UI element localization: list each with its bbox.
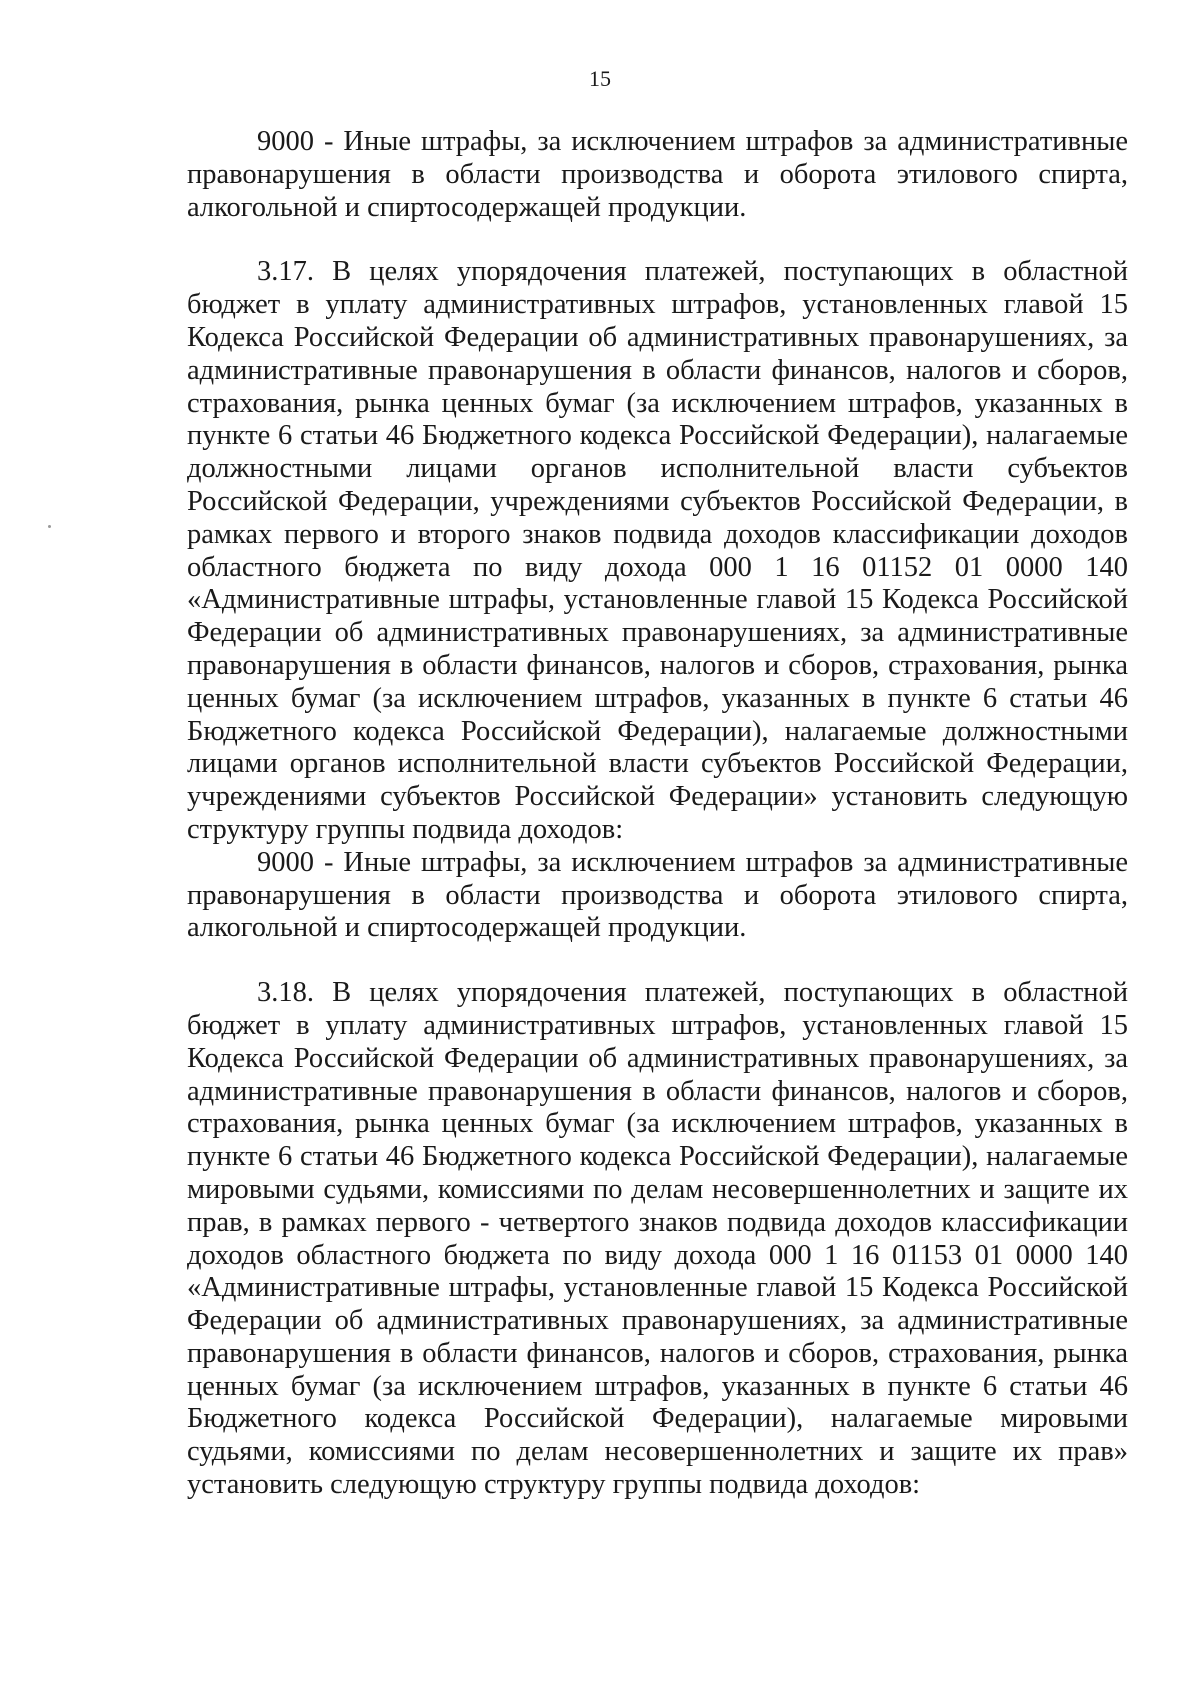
paragraph-9000-second: 9000 - Иные штрафы, за исключением штрафов за административные правонарушения в области производства и оборота этилового спирта, алкогольной и спиртосодержащей продукции. xyxy=(187,846,1128,944)
scan-artifact-dot xyxy=(48,525,51,528)
paragraph-3-17: 3.17. В целях упорядочения платежей, поступающих в областной бюджет в уплату административных штрафов, установленных главой 15 Кодекса Российской Федерации об административных правонарушениях, за административные правонарушения в области финансов, налогов и сборов, страхования, рынка ценных бумаг (за исключением штрафов, указанных в пункте 6 статьи 46 Бюджетного кодекса Российской Федерации), налагаемые должностными лицами органов исполнительной власти субъектов Российской Федерации, учреждениями субъектов Российской Федерации, в рамках первого и второго знаков подвида доходов классификации доходов областного бюджета по виду дохода 000 1 16 01152 01 0000 140 «Административные штрафы, установленные главой 15 Кодекса Российской Федерации об административных правонарушениях, за административные правонарушения в области финансов, налогов и сборов, страхования, рынка ценных бумаг (за исключением штрафов, указанных в пункте 6 статьи 46 Бюджетного кодекса Российской Федерации), налагаемые должностными лицами органов исполнительной власти субъектов Российской Федерации, учреждениями субъектов Российской Федерации» установить следующую структуру группы подвида доходов: xyxy=(187,256,1128,845)
page-number: 15 xyxy=(589,66,611,91)
document-body xyxy=(187,126,1128,1502)
paragraph-9000-first: 9000 - Иные штрафы, за исключением штрафов за административные правонарушения в области производства и оборота этилового спирта, алкогольной и спиртосодержащей продукции. xyxy=(187,126,1128,223)
paragraph-3-18: 3.18. В целях упорядочения платежей, поступающих в областной бюджет в уплату административных штрафов, установленных главой 15 Кодекса Российской Федерации об административных правонарушениях, за административные правонарушения в области финансов, налогов и сборов, страхования, рынка ценных бумаг (за исключением штрафов, указанных в пункте 6 статьи 46 Бюджетного кодекса Российской Федерации), налагаемые мировыми судьями, комиссиями по делам несовершеннолетних и защите их прав, в рамках первого - четвертого знаков подвида доходов классификации доходов областного бюджета по виду дохода 000 1 16 01153 01 0000 140 «Административные штрафы, установленные главой 15 Кодекса Российской Федерации об административных правонарушениях, за административные правонарушения в области финансов, налогов и сборов, страхования, рынка ценных бумаг (за исключением штрафов, указанных в пункте 6 статьи 46 Бюджетного кодекса Российской Федерации), налагаемые мировыми судьями, комиссиями по делам несовершеннолетних и защите их прав» установить следующую структуру группы подвида доходов: xyxy=(187,977,1128,1501)
